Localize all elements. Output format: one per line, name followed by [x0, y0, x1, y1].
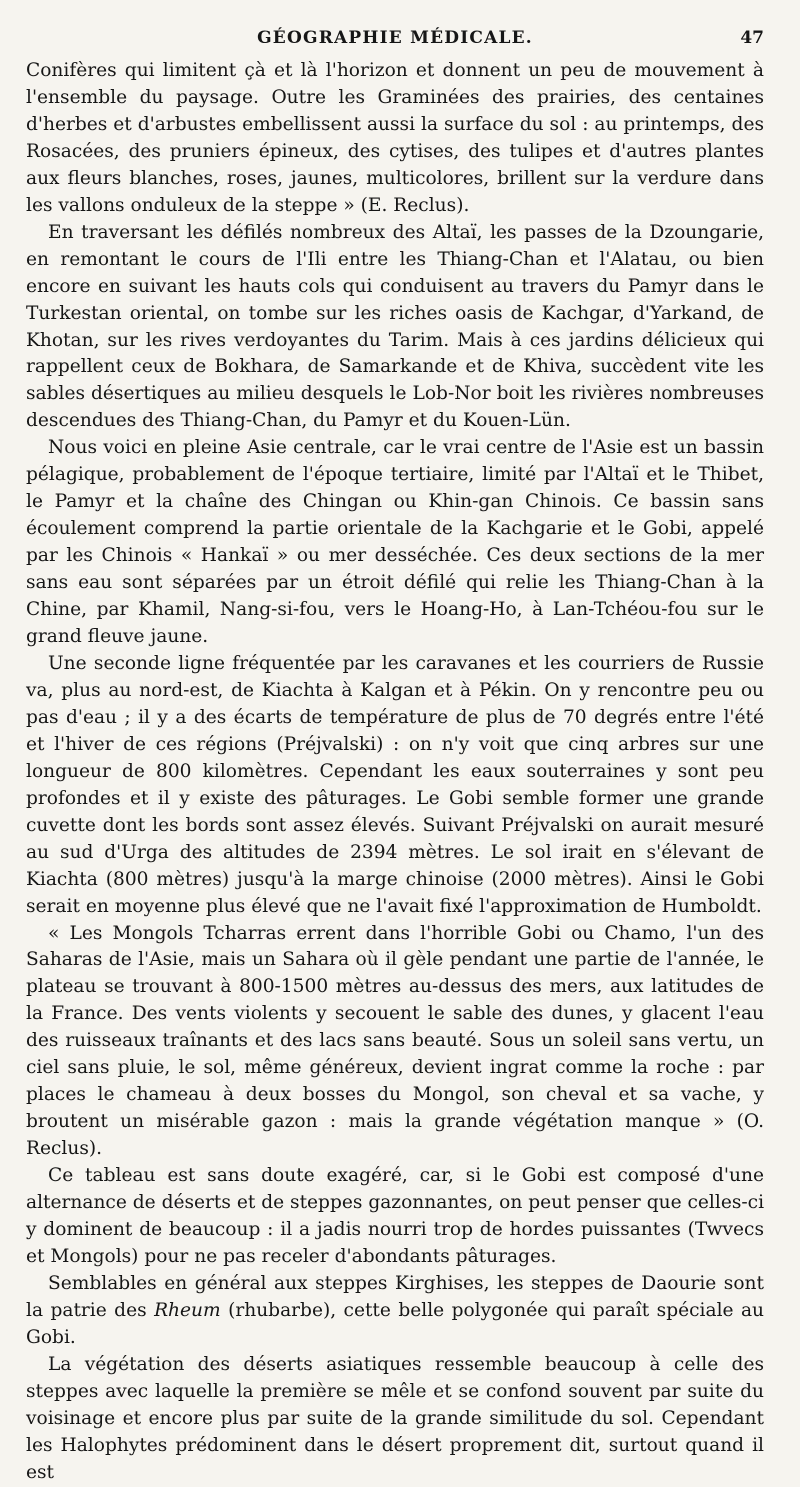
paragraph-text: Semblables en général aux steppes Kirghises, les steppes de Daourie sont la patrie des [26, 1272, 764, 1321]
body-text [26, 58, 764, 1487]
paragraph: Une seconde ligne fréquentée par les caravanes et les courriers de Russie va, plus au nord-est, de Kiachta à Kalgan et à Pékin. On y rencontre peu ou pas d'eau ; il y a des écarts de température de plus de 70 degrés entre l'été et l'hiver de ces régions (Préjvalski) : on n'y voit que cinq arbres sur une longueur de 800 kilomètres. Cependant les eaux souterraines y sont peu profondes et il y existe des pâturages. Le Gobi semble former une grande cuvette dont les bords sont assez élevés. Suivant Préjvalski on aurait mesuré au sud d'Urga des altitudes de 2394 mètres. Le sol irait en s'élevant de Kiachta (800 mètres) jusqu'à la marge chinoise (2000 mètres). Ainsi le Gobi serait en moyenne plus élevé que ne l'avait fixé l'approximation de Humboldt. [26, 652, 764, 917]
paragraph: Nous voici en pleine Asie centrale, car le vrai centre de l'Asie est un bassin pélagique, probablement de l'époque tertiaire, limité par l'Altaï et le Thibet, le Pamyr et la chaîne des Chingan ou Khin-gan Chinois. Ce bassin sans écoulement comprend la partie orientale de la Kachgarie et le Gobi, appelé par les Chinois « Hankaï » ou mer desséchée. Ces deux sections de la mer sans eau sont séparées par un étroit défilé qui relie les Thiang-Chan à la Chine, par Khamil, Nang-si-fou, vers le Hoang-Ho, à Lan-Tchéou-fou sur le grand fleuve jaune. [26, 437, 764, 648]
italic-term: Rheum [154, 1299, 221, 1321]
running-title: GÉOGRAPHIE MÉDICALE. [257, 28, 533, 48]
paragraph-text: (rhubarbe), cette belle polygonée qui paraît spéciale au Gobi. [26, 1299, 764, 1348]
paragraph: En traversant les défilés nombreux des Altaï, les passes de la Dzoungarie, en remontant le cours de l'Ili entre les Thiang-Chan et l'Alatau, ou bien encore en suivant les hauts cols qui conduisent au travers du Pamyr dans le Turkestan oriental, on tombe sur les riches oasis de Kachgar, d'Yarkand, de Khotan, sur les rives verdoyantes du Tarim. Mais à ces jardins délicieux qui rappellent ceux de Bokhara, de Samarkande et de Khiva, succèdent vite les sables désertiques au milieu desquels le Lob-Nor boit les rivières nombreuses descendues des Thiang-Chan, du Pamyr et du Kouen-Lün. [26, 221, 764, 432]
page-number: 47 [740, 28, 764, 48]
paragraph: La végétation des déserts asiatiques ressemble beaucoup à celle des steppes avec laquelle la première se mêle et se confond souvent par suite du voisinage et encore plus par suite de la grande similitude du sol. Cependant les Halophytes prédominent dans le désert proprement dit, surtout quand il est [26, 1353, 764, 1483]
running-head [26, 28, 764, 58]
paragraph: Conifères qui limitent çà et là l'horizon et donnent un peu de mouvement à l'ensemble du paysage. Outre les Graminées des prairies, des centaines d'herbes et d'arbustes embellissent aussi la surface du sol : au printemps, des Rosacées, des pruniers épineux, des cytises, des tulipes et d'autres plantes aux fleurs blanches, roses, jaunes, multicolores, brillent sur la verdure dans les vallons onduleux de la steppe » (E. Reclus). [26, 60, 764, 216]
paragraph-rheum [26, 1271, 764, 1352]
paragraph: « Les Mongols Tcharras errent dans l'horrible Gobi ou Chamo, l'un des Saharas de l'Asie, mais un Sahara où il gèle pendant une partie de l'année, le plateau se trouvant à 800-1500 mètres au-dessus des mers, aux latitudes de la France. Des vents violents y secouent le sable des dunes, y glacent l'eau des ruisseaux traînants et des lacs sans beauté. Sous un soleil sans vertu, un ciel sans pluie, le sol, même généreux, devient ingrat comme la roche : par places le chameau à deux bosses du Mongol, son cheval et sa vache, y broutent un misérable gazon : mais la grande végétation manque » (O. Reclus). [26, 922, 764, 1160]
paragraph: Ce tableau est sans doute exagéré, car, si le Gobi est composé d'une alternance de déserts et de steppes gazonnantes, on peut penser que celles-ci y dominent de beaucoup : il a jadis nourri trop de hordes puissantes (Twvecs et Mongols) pour ne pas receler d'abondants pâturages. [26, 1165, 765, 1267]
